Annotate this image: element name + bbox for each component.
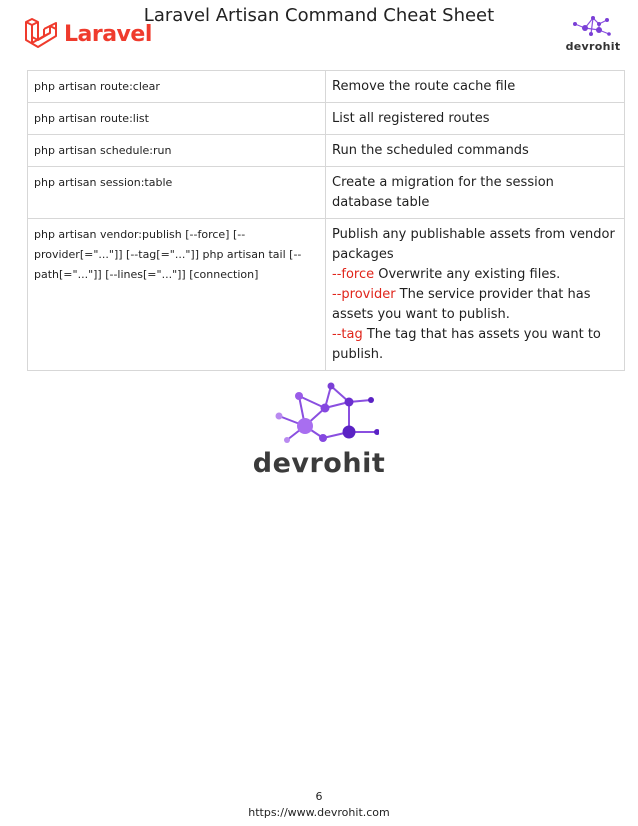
laravel-icon — [24, 16, 58, 52]
table-row — [28, 167, 625, 219]
option-force — [332, 265, 618, 285]
description-cell: Create a migration for the session database table — [326, 167, 625, 219]
table-row — [28, 219, 625, 371]
description-cell: List all registered routes — [326, 103, 625, 135]
option-flag: --provider — [332, 287, 396, 302]
option-flag: --tag — [332, 327, 363, 342]
footer-url[interactable]: https://www.devrohit.com — [248, 806, 390, 819]
command-cell: php artisan session:table — [28, 167, 326, 219]
description-cell: Run the scheduled commands — [326, 135, 625, 167]
network-icon — [259, 380, 379, 450]
laravel-logo-text: Laravel — [64, 21, 152, 47]
page-number: 6 — [315, 790, 323, 803]
devrohit-header-logo — [560, 14, 626, 53]
table-row — [28, 135, 625, 167]
command-table — [27, 70, 625, 371]
description-cell — [326, 219, 625, 371]
option-tag — [332, 325, 618, 365]
description-text: Publish any publishable assets from vendor packages — [332, 227, 615, 262]
devrohit-logo-text: devrohit — [252, 448, 386, 479]
page-title: Laravel Artisan Command Cheat Sheet — [143, 5, 495, 26]
network-icon — [571, 14, 615, 38]
command-cell: php artisan route:list — [28, 103, 326, 135]
option-flag: --force — [332, 267, 375, 282]
option-text: The tag that has assets you want to publish. — [332, 327, 601, 362]
command-cell: php artisan vendor:publish [--force] [--provider[="..."]] [--tag[="..."]] php artisan tail [--path[="..."]] [--lines[="..."]] [connection] — [28, 219, 326, 371]
devrohit-logo-text: devrohit — [565, 40, 621, 53]
command-cell: php artisan route:clear — [28, 71, 326, 103]
laravel-logo — [24, 16, 152, 52]
option-text: The service provider that has assets you want to publish. — [332, 287, 591, 322]
option-provider — [332, 285, 618, 325]
table-row — [28, 103, 625, 135]
command-cell: php artisan schedule:run — [28, 135, 326, 167]
description-cell: Remove the route cache file — [326, 71, 625, 103]
table-row — [28, 71, 625, 103]
devrohit-center-logo — [246, 380, 392, 479]
option-text: Overwrite any existing files. — [374, 267, 561, 282]
